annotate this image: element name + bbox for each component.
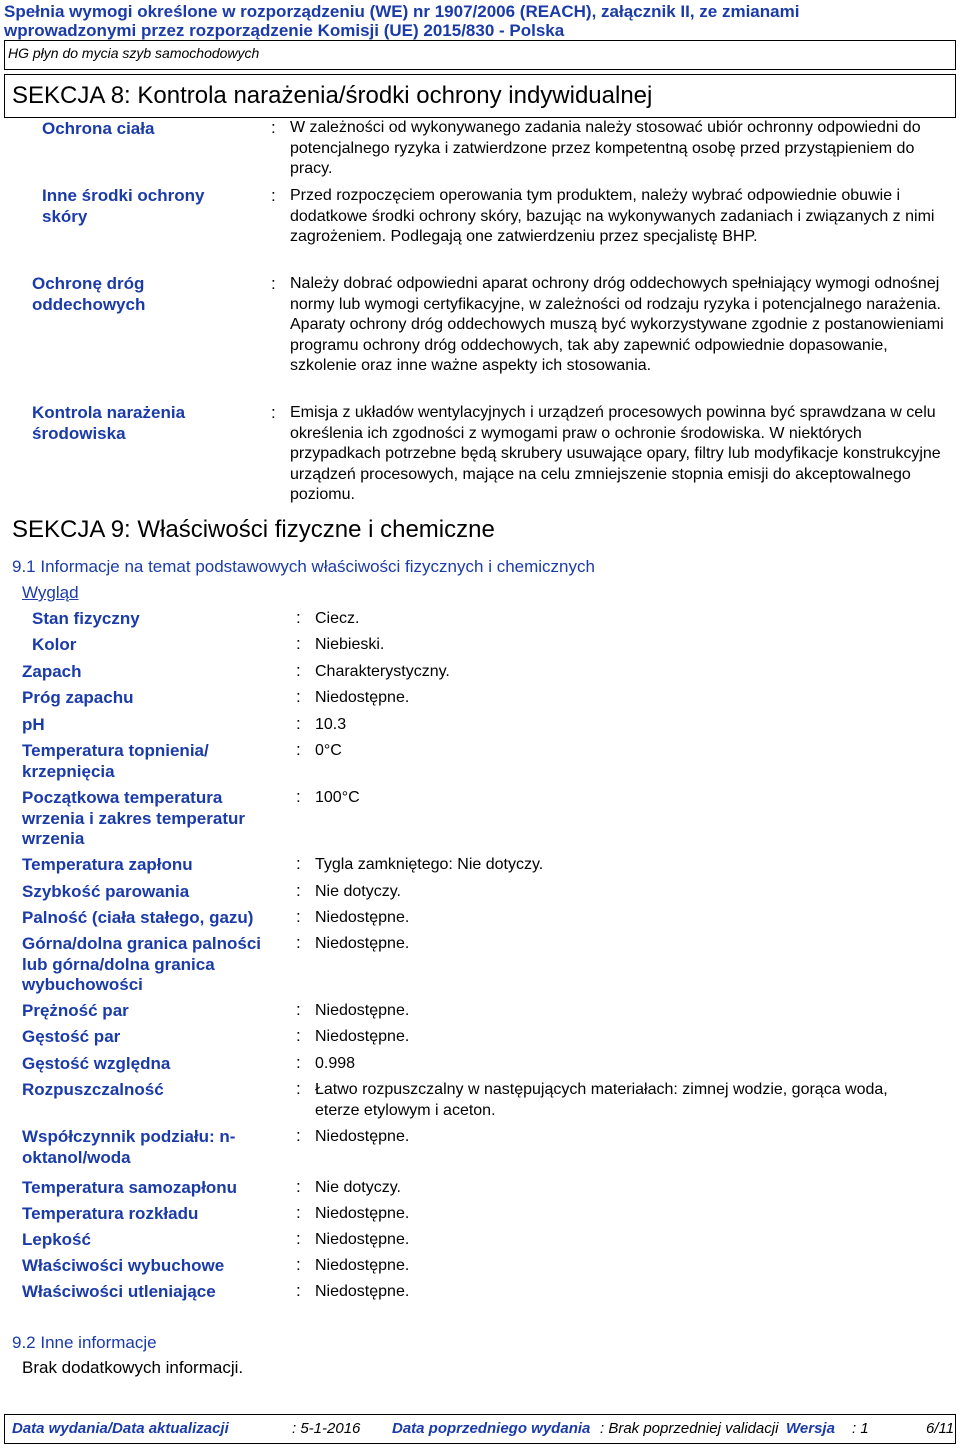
property-value: 0.998 <box>315 1055 356 1072</box>
property-label: Szybkość parowania <box>22 882 190 901</box>
label-environmental-exposure: Kontrola narażenia środowiska <box>32 403 186 443</box>
colon: : <box>296 1053 301 1072</box>
property-value: Niedostępne. <box>315 689 410 706</box>
colon: : <box>296 787 301 806</box>
footer-previous-label: Data poprzedniego wydania <box>392 1420 591 1437</box>
property-label: Próg zapachu <box>22 688 134 707</box>
colon: : <box>296 608 301 627</box>
footer-issue-value: : 5-1-2016 <box>292 1420 361 1437</box>
footer-page-number: 6/11 <box>926 1420 955 1437</box>
colon: : <box>296 1000 301 1019</box>
product-name: HG płyn do mycia szyb samochodowych <box>8 45 260 61</box>
property-value: Charakterystyczny. <box>315 663 450 680</box>
colon: : <box>271 274 276 293</box>
environmental-exposure-text: Emisja z układów wentylacyjnych i urządzeń procesowych powinna być sprawdzana w celu określenia ich zgodności z wymogami praw o ochronie środowiska. W niektórych przypadkach potrzebne będą skrubery usuwające opary, filtry lub modyfikacje konstrukcyjne urządzeń procesowych, mające na celu zmniejszenie stopnia emisji do akceptowalnego poziomu. <box>290 404 941 503</box>
label-body-protection: Ochrona ciała <box>42 119 155 138</box>
property-value: Ciecz. <box>315 610 360 627</box>
property-label: Początkowa temperatura wrzenia i zakres temperatur wrzenia <box>22 788 245 848</box>
footer-version-label: Wersja <box>786 1420 835 1437</box>
property-label: Temperatura zapłonu <box>22 855 193 874</box>
colon: : <box>296 907 301 926</box>
body-protection-text: W zależności od wykonywanego zadania należy stosować ubiór ochronny odpowiedni do potencjalnego ryzyka i zatwierdzone przez kompetentną osobę przed przystąpieniem do pracy. <box>290 119 921 177</box>
colon: : <box>296 1079 301 1098</box>
property-value: Niedostępne. <box>315 1205 410 1222</box>
appearance-heading: Wygląd <box>22 583 79 602</box>
colon: : <box>296 661 301 680</box>
footer-previous-value: : Brak poprzedniej validacji <box>600 1420 779 1437</box>
property-label: Zapach <box>22 662 82 681</box>
property-label: Współczynnik podziału: n- oktanol/woda <box>22 1127 236 1167</box>
colon: : <box>271 118 276 137</box>
header-title-line-2: wprowadzonymi przez rozporządzenie Komisji (UE) 2015/830 - Polska <box>4 21 565 40</box>
property-label: Górna/dolna granica palności lub górna/dolna granica wybuchowości <box>22 934 261 994</box>
colon: : <box>296 1177 301 1196</box>
property-label: Rozpuszczalność <box>22 1080 164 1099</box>
property-value: Niedostępne. <box>315 935 410 952</box>
other-information-text: Brak dodatkowych informacji. <box>22 1358 244 1377</box>
property-label: Palność (ciała stałego, gazu) <box>22 908 254 927</box>
label-other-skin-protection: Inne środki ochrony skóry <box>42 186 205 226</box>
property-label: Temperatura topnienia/ krzepnięcia <box>22 741 209 781</box>
property-value: 10.3 <box>315 716 347 733</box>
section-8-title: SEKCJA 8: Kontrola narażenia/środki ochrony indywidualnej <box>12 82 653 109</box>
property-label: Właściwości wybuchowe <box>22 1256 225 1275</box>
property-value: 100°C <box>315 789 360 806</box>
respiratory-protection-text: Należy dobrać odpowiedni aparat ochrony dróg oddechowych spełniający wymogi odnośnej normy lub wymogi certyfikacyjne, w zależności od rodzaju ryzyka i potencjalnego narażenia. Aparaty ochrony dróg oddechowych muszą być wykorzystywane zgodnie z postanowieniami programu ochrony dróg oddechowych, tak aby zapewnić odpowiednie dopasowanie, szkolenie oraz inne ważne aspekty ich stosowania. <box>290 275 944 374</box>
colon: : <box>296 1255 301 1274</box>
section-9-title: SEKCJA 9: Właściwości fizyczne i chemiczne <box>12 516 495 543</box>
subsection-9-2-title: 9.2 Inne informacje <box>12 1333 157 1352</box>
colon: : <box>296 881 301 900</box>
property-value: 0°C <box>315 742 342 759</box>
other-skin-protection-text: Przed rozpoczęciem operowania tym produktem, należy wybrać odpowiednie obuwie i dodatkowe środki ochrony skóry, bazując na wykonywanych zadaniach i związanych z nimi zagrożeniem. Podlegają one zatwierdzeniu przez specjalistę BHP. <box>290 187 935 245</box>
property-label: Prężność par <box>22 1001 129 1020</box>
property-value: Niedostępne. <box>315 1028 410 1045</box>
property-label: pH <box>22 715 45 734</box>
property-label: Temperatura rozkładu <box>22 1204 199 1223</box>
property-value: Tygla zamkniętego: Nie dotyczy. <box>315 856 544 873</box>
footer-version-value: : 1 <box>852 1420 869 1437</box>
colon: : <box>296 1126 301 1145</box>
colon: : <box>296 634 301 653</box>
colon: : <box>296 1026 301 1045</box>
colon: : <box>296 714 301 733</box>
property-value: Niedostępne. <box>315 909 410 926</box>
property-value: Niedostępne. <box>315 1231 410 1248</box>
colon: : <box>296 740 301 759</box>
property-label: Kolor <box>32 635 77 654</box>
label-respiratory-protection: Ochronę dróg oddechowych <box>32 274 146 314</box>
colon: : <box>296 687 301 706</box>
property-value: Łatwo rozpuszczalny w następujących materiałach: zimnej wodzie, gorąca woda, eterze etylowym i aceton. <box>315 1081 888 1119</box>
colon: : <box>296 1229 301 1248</box>
property-value: Niedostępne. <box>315 1128 410 1145</box>
header-title-line-1: Spełnia wymogi określone w rozporządzeniu (WE) nr 1907/2006 (REACH), załącznik II, ze zmianami <box>4 2 800 21</box>
colon: : <box>296 933 301 952</box>
property-value: Niedostępne. <box>315 1283 410 1300</box>
property-value: Niedostępne. <box>315 1257 410 1274</box>
property-value: Nie dotyczy. <box>315 1179 401 1196</box>
property-value: Nie dotyczy. <box>315 883 401 900</box>
footer-issue-label: Data wydania/Data aktualizacji <box>12 1420 229 1437</box>
colon: : <box>296 1281 301 1300</box>
property-label: Lepkość <box>22 1230 91 1249</box>
property-value: Niedostępne. <box>315 1002 410 1019</box>
subsection-9-1-title: 9.1 Informacje na temat podstawowych właściwości fizycznych i chemicznych <box>12 557 595 576</box>
colon: : <box>296 854 301 873</box>
property-label: Gęstość par <box>22 1027 121 1046</box>
colon: : <box>296 1203 301 1222</box>
colon: : <box>271 403 276 422</box>
property-label: Temperatura samozapłonu <box>22 1178 238 1197</box>
property-label: Właściwości utleniające <box>22 1282 216 1301</box>
property-value: Niebieski. <box>315 636 385 653</box>
property-label: Gęstość względna <box>22 1054 171 1073</box>
property-label: Stan fizyczny <box>32 609 140 628</box>
colon: : <box>271 186 276 205</box>
